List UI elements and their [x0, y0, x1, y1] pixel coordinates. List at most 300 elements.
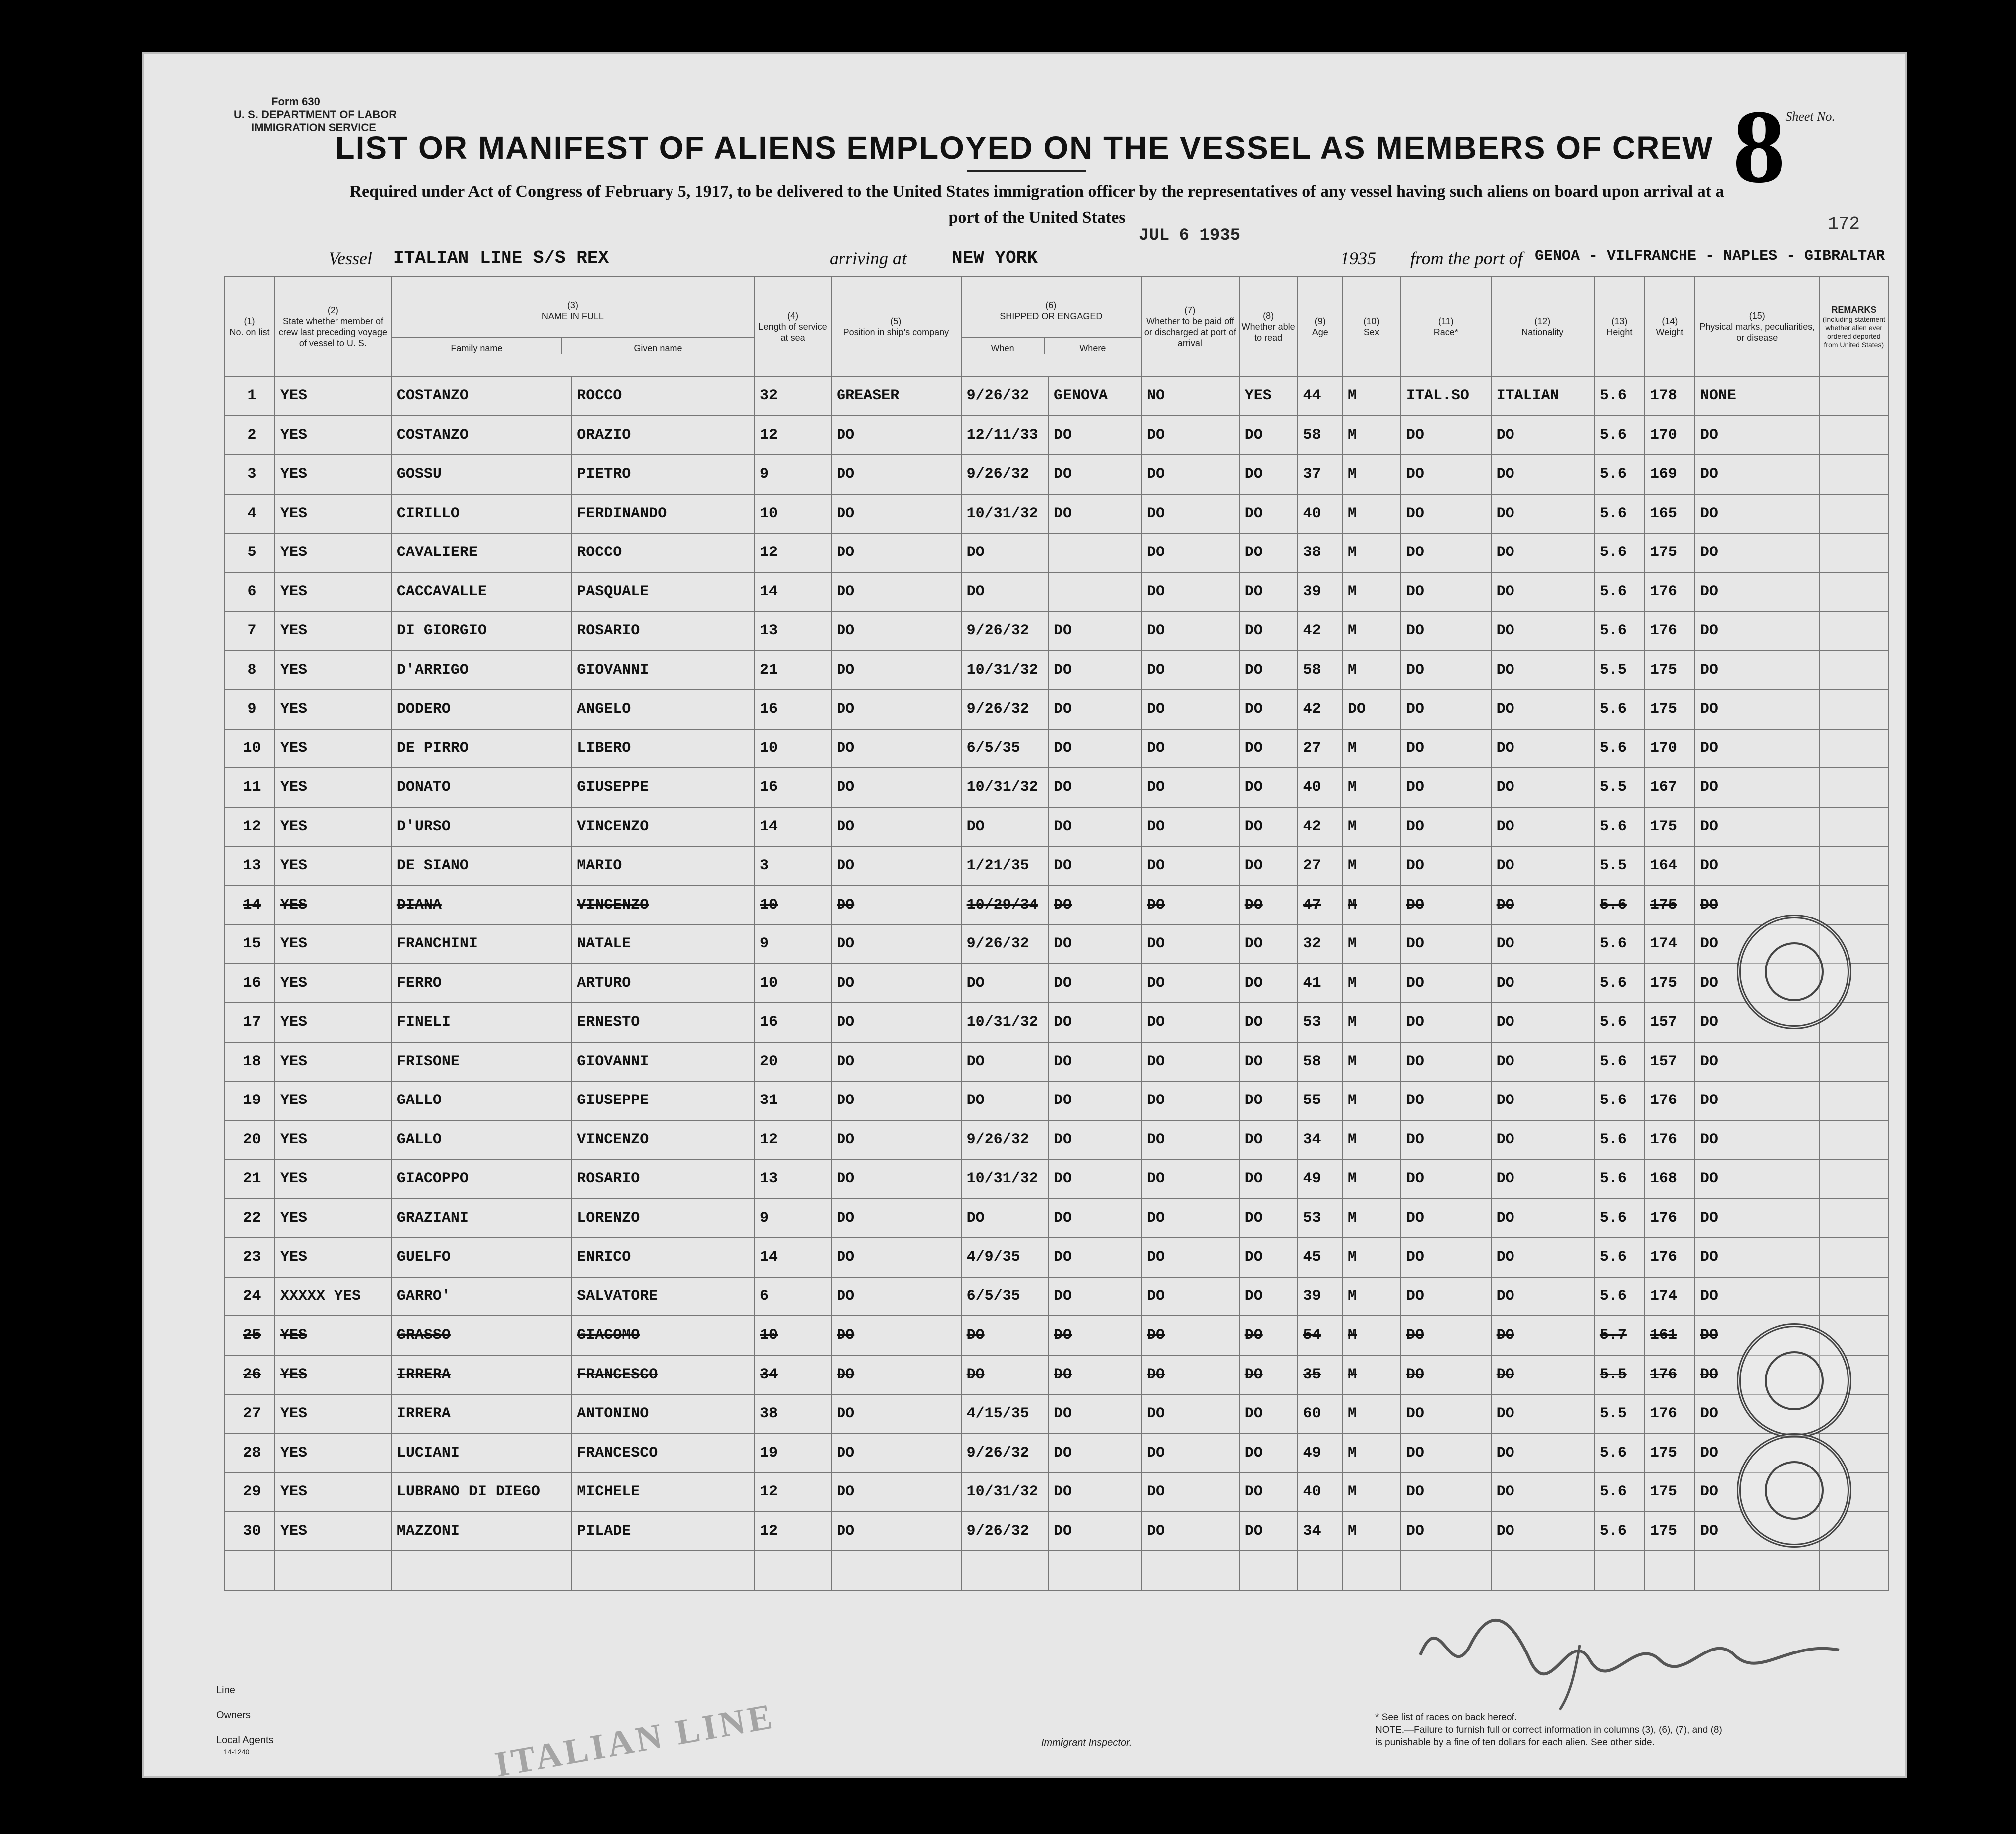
cell-service: 10: [754, 1316, 831, 1355]
cell-sex: M: [1343, 1355, 1401, 1395]
cell-sex: M: [1343, 924, 1401, 964]
italian-line-stamp: ITALIAN LINE: [492, 1696, 778, 1785]
cell-family: GALLO: [391, 1081, 571, 1120]
cell-nationality: DO: [1491, 1081, 1594, 1120]
cell-height: 5.6: [1594, 611, 1645, 651]
cell-family: FRISONE: [391, 1042, 571, 1082]
cell-paid: DO: [1141, 924, 1239, 964]
cell-service: 12: [754, 1472, 831, 1512]
empty-cell: [391, 1551, 571, 1590]
cell-position: DO: [831, 807, 961, 847]
cell-marks: DO: [1695, 964, 1820, 1003]
cell-family: COSTANZO: [391, 376, 571, 416]
cell-sex: M: [1343, 886, 1401, 925]
cell-yes: YES: [275, 1042, 391, 1082]
cell-sex: DO: [1343, 690, 1401, 729]
cell-yes: XXXXX YES: [275, 1277, 391, 1316]
cell-when: 1/21/35: [961, 846, 1048, 886]
cell-weight: 175: [1645, 1434, 1695, 1473]
arrival-port: NEW YORK: [952, 248, 1038, 268]
cell-family: GOSSU: [391, 455, 571, 494]
cell-age: 42: [1298, 611, 1343, 651]
cell-race: DO: [1401, 1238, 1491, 1277]
cell-height: 5.6: [1594, 1434, 1645, 1473]
cell-no: 27: [224, 1394, 275, 1434]
cell-yes: YES: [275, 729, 391, 768]
cell-race: DO: [1401, 690, 1491, 729]
cell-read: DO: [1239, 886, 1298, 925]
cell-position: DO: [831, 611, 961, 651]
cell-family: DE PIRRO: [391, 729, 571, 768]
table-row: [224, 494, 1888, 534]
consulate-seal: [1737, 1323, 1851, 1438]
cell-yes: YES: [275, 376, 391, 416]
empty-cell: [831, 1551, 961, 1590]
cell-when: 9/26/32: [961, 455, 1048, 494]
cell-yes: YES: [275, 924, 391, 964]
cell-age: 58: [1298, 416, 1343, 455]
cell-given: NATALE: [571, 924, 754, 964]
cell-marks: DO: [1695, 690, 1820, 729]
cell-family: CAVALIERE: [391, 533, 571, 572]
cell-when: 4/9/35: [961, 1238, 1048, 1277]
table-row: [224, 1238, 1888, 1277]
cell-yes: YES: [275, 455, 391, 494]
cell-paid: DO: [1141, 1394, 1239, 1434]
crew-manifest-table: [224, 276, 1889, 1591]
cell-read: DO: [1239, 572, 1298, 612]
cell-sex: M: [1343, 1316, 1401, 1355]
cell-service: 12: [754, 1512, 831, 1551]
cell-nationality: DO: [1491, 1238, 1594, 1277]
cell-yes: YES: [275, 1199, 391, 1238]
table-row: [224, 651, 1888, 690]
cell-given: PIETRO: [571, 455, 754, 494]
cell-service: 14: [754, 807, 831, 847]
cell-when: 9/26/32: [961, 1120, 1048, 1160]
cell-where: DO: [1048, 1120, 1141, 1160]
cell-age: 60: [1298, 1394, 1343, 1434]
cell-no: 12: [224, 807, 275, 847]
cell-height: 5.6: [1594, 494, 1645, 534]
empty-cell: [1343, 1551, 1401, 1590]
cell-position: DO: [831, 1355, 961, 1395]
col-nationality-header: (12) Nationality: [1491, 277, 1594, 376]
consulate-seal: [1737, 915, 1851, 1029]
cell-family: GRAZIANI: [391, 1199, 571, 1238]
cell-yes: YES: [275, 1120, 391, 1160]
cell-when: 12/11/33: [961, 416, 1048, 455]
empty-cell: [1239, 1551, 1298, 1590]
cell-family: D'ARRIGO: [391, 651, 571, 690]
cell-family: GARRO': [391, 1277, 571, 1316]
cell-given: LORENZO: [571, 1199, 754, 1238]
col-sex-header: (10) Sex: [1343, 277, 1401, 376]
cell-when: DO: [961, 807, 1048, 847]
cell-given: ERNESTO: [571, 1003, 754, 1042]
cell-nationality: DO: [1491, 1355, 1594, 1395]
cell-weight: 176: [1645, 1238, 1695, 1277]
cell-remarks: [1820, 1081, 1888, 1120]
cell-race: DO: [1401, 846, 1491, 886]
sheet-number: 8: [1733, 89, 1785, 204]
cell-race: DO: [1401, 1394, 1491, 1434]
cell-remarks: [1820, 1042, 1888, 1082]
cell-read: DO: [1239, 1394, 1298, 1434]
cell-nationality: DO: [1491, 964, 1594, 1003]
cell-age: 32: [1298, 924, 1343, 964]
cell-sex: M: [1343, 964, 1401, 1003]
cell-no: 4: [224, 494, 275, 534]
cell-remarks: [1820, 1277, 1888, 1316]
cell-paid: DO: [1141, 1120, 1239, 1160]
cell-given: VINCENZO: [571, 807, 754, 847]
subtitle: [229, 179, 1845, 231]
consulate-seal: [1737, 1433, 1851, 1548]
cell-marks: DO: [1695, 1277, 1820, 1316]
cell-remarks: [1820, 807, 1888, 847]
cell-given: ARTURO: [571, 964, 754, 1003]
cell-read: DO: [1239, 611, 1298, 651]
cell-given: GIUSEPPE: [571, 768, 754, 807]
cell-family: IRRERA: [391, 1355, 571, 1395]
cell-when: 10/31/32: [961, 1159, 1048, 1199]
cell-weight: 175: [1645, 964, 1695, 1003]
cell-where: DO: [1048, 651, 1141, 690]
cell-marks: DO: [1695, 1042, 1820, 1082]
cell-age: 58: [1298, 1042, 1343, 1082]
cell-read: DO: [1239, 807, 1298, 847]
cell-sex: M: [1343, 1434, 1401, 1473]
cell-race: DO: [1401, 729, 1491, 768]
cell-weight: 170: [1645, 416, 1695, 455]
cell-paid: DO: [1141, 1238, 1239, 1277]
cell-position: DO: [831, 1159, 961, 1199]
vessel-name: ITALIAN LINE S/S REX: [393, 248, 609, 268]
cell-paid: DO: [1141, 1277, 1239, 1316]
table-row: [224, 1355, 1888, 1395]
cell-service: 21: [754, 651, 831, 690]
cell-race: DO: [1401, 768, 1491, 807]
cell-age: 35: [1298, 1355, 1343, 1395]
cell-where: DO: [1048, 1003, 1141, 1042]
cell-no: 30: [224, 1512, 275, 1551]
cell-age: 55: [1298, 1081, 1343, 1120]
cell-race: DO: [1401, 1472, 1491, 1512]
cell-read: DO: [1239, 964, 1298, 1003]
cell-yes: YES: [275, 1394, 391, 1434]
cell-race: DO: [1401, 611, 1491, 651]
cell-marks: DO: [1695, 846, 1820, 886]
cell-height: 5.6: [1594, 886, 1645, 925]
cell-age: 39: [1298, 1277, 1343, 1316]
cell-position: DO: [831, 729, 961, 768]
cell-family: COSTANZO: [391, 416, 571, 455]
cell-when: 9/26/32: [961, 1434, 1048, 1473]
col-marks-header: (15) Physical marks, peculiarities, or disease: [1695, 277, 1820, 376]
cell-read: YES: [1239, 376, 1298, 416]
cell-when: DO: [961, 1199, 1048, 1238]
crew-rows: [224, 376, 1888, 1590]
cell-weight: 167: [1645, 768, 1695, 807]
cell-yes: YES: [275, 533, 391, 572]
cell-age: 54: [1298, 1316, 1343, 1355]
inspector-label: Immigrant Inspector.: [1041, 1737, 1132, 1748]
cell-sex: M: [1343, 611, 1401, 651]
cell-height: 5.6: [1594, 690, 1645, 729]
cell-paid: DO: [1141, 1199, 1239, 1238]
cell-marks: DO: [1695, 886, 1820, 925]
cell-when: 9/26/32: [961, 376, 1048, 416]
cell-family: DIANA: [391, 886, 571, 925]
cell-position: DO: [831, 494, 961, 534]
cell-race: ITAL.SO: [1401, 376, 1491, 416]
cell-race: DO: [1401, 1081, 1491, 1120]
cell-read: DO: [1239, 1120, 1298, 1160]
cell-where: DO: [1048, 964, 1141, 1003]
cell-nationality: DO: [1491, 1394, 1594, 1434]
cell-read: DO: [1239, 1081, 1298, 1120]
cell-position: DO: [831, 886, 961, 925]
cell-where: GENOVA: [1048, 376, 1141, 416]
cell-paid: DO: [1141, 768, 1239, 807]
table-row: [224, 1042, 1888, 1082]
cell-paid: DO: [1141, 533, 1239, 572]
cell-paid: DO: [1141, 690, 1239, 729]
cell-no: 17: [224, 1003, 275, 1042]
cell-family: DONATO: [391, 768, 571, 807]
cell-marks: DO: [1695, 1120, 1820, 1160]
cell-family: CACCAVALLE: [391, 572, 571, 612]
cell-race: DO: [1401, 886, 1491, 925]
cell-height: 5.6: [1594, 924, 1645, 964]
cell-given: MARIO: [571, 846, 754, 886]
table-row: [224, 1159, 1888, 1199]
cell-age: 53: [1298, 1199, 1343, 1238]
cell-given: LIBERO: [571, 729, 754, 768]
cell-weight: 169: [1645, 455, 1695, 494]
cell-where: DO: [1048, 1199, 1141, 1238]
cell-paid: DO: [1141, 1081, 1239, 1120]
table-row: [224, 768, 1888, 807]
cell-marks: DO: [1695, 611, 1820, 651]
table-row: [224, 1394, 1888, 1434]
cell-yes: YES: [275, 494, 391, 534]
cell-family: IRRERA: [391, 1394, 571, 1434]
cell-remarks: [1820, 1120, 1888, 1160]
cell-race: DO: [1401, 1355, 1491, 1395]
cell-race: DO: [1401, 572, 1491, 612]
page-number: 172: [1828, 214, 1860, 234]
cell-position: DO: [831, 1316, 961, 1355]
cell-race: DO: [1401, 1316, 1491, 1355]
cell-no: 28: [224, 1434, 275, 1473]
col-paid-off-header: (7) Whether to be paid off or discharged at port of arrival: [1141, 277, 1239, 376]
cell-given: PILADE: [571, 1512, 754, 1551]
cell-service: 13: [754, 611, 831, 651]
table-row: [224, 1003, 1888, 1042]
cell-no: 18: [224, 1042, 275, 1082]
cell-given: VINCENZO: [571, 886, 754, 925]
cell-read: DO: [1239, 924, 1298, 964]
cell-given: ROCCO: [571, 533, 754, 572]
cell-marks: DO: [1695, 807, 1820, 847]
col-weight-header: (14) Weight: [1645, 277, 1695, 376]
cell-no: 11: [224, 768, 275, 807]
cell-no: 26: [224, 1355, 275, 1395]
cell-race: DO: [1401, 807, 1491, 847]
note-fine-1: NOTE.—Failure to furnish full or correct information in columns (3), (6), (7), and (8): [1375, 1725, 1722, 1735]
cell-where: DO: [1048, 1355, 1141, 1395]
cell-sex: M: [1343, 729, 1401, 768]
cell-position: DO: [831, 1003, 961, 1042]
cell-where: DO: [1048, 416, 1141, 455]
cell-family: DI GIORGIO: [391, 611, 571, 651]
cell-position: DO: [831, 1042, 961, 1082]
cell-read: DO: [1239, 690, 1298, 729]
cell-paid: DO: [1141, 1472, 1239, 1512]
cell-nationality: ITALIAN: [1491, 376, 1594, 416]
cell-remarks: [1820, 729, 1888, 768]
empty-cell: [1048, 1551, 1141, 1590]
line-label: Line: [216, 1685, 235, 1696]
cell-read: DO: [1239, 846, 1298, 886]
note-fine-2: is punishable by a fine of ten dollars for each alien. See other side.: [1375, 1737, 1655, 1748]
cell-family: LUBRANO DI DIEGO: [391, 1472, 571, 1512]
title-rule: [967, 170, 1086, 172]
cell-marks: DO: [1695, 1238, 1820, 1277]
cell-height: 5.5: [1594, 1394, 1645, 1434]
arriving-label: arriving at: [830, 248, 907, 268]
table-row: [224, 729, 1888, 768]
cell-nationality: DO: [1491, 533, 1594, 572]
cell-age: 42: [1298, 807, 1343, 847]
cell-weight: 170: [1645, 729, 1695, 768]
table-row: [224, 1199, 1888, 1238]
cell-remarks: [1820, 1199, 1888, 1238]
cell-remarks: [1820, 690, 1888, 729]
cell-service: 10: [754, 494, 831, 534]
cell-nationality: DO: [1491, 846, 1594, 886]
empty-cell: [1141, 1551, 1239, 1590]
cell-height: 5.6: [1594, 1081, 1645, 1120]
cell-nationality: DO: [1491, 1120, 1594, 1160]
cell-family: GRASSO: [391, 1316, 571, 1355]
cell-no: 19: [224, 1081, 275, 1120]
empty-cell: [1695, 1551, 1820, 1590]
subtitle-line-1: Required under Act of Congress of February 5, 1917, to be delivered to the United States immigration officer by the representatives of any vessel having such aliens on board upon arrival at a: [349, 183, 1724, 201]
cell-marks: DO: [1695, 1199, 1820, 1238]
col-read-header: (8) Whether able to read: [1239, 277, 1298, 376]
cell-given: GIOVANNI: [571, 651, 754, 690]
cell-where: DO: [1048, 1159, 1141, 1199]
cell-given: FERDINANDO: [571, 494, 754, 534]
cell-weight: 176: [1645, 611, 1695, 651]
empty-cell: [224, 1551, 275, 1590]
manifest-sheet: [142, 52, 1907, 1785]
cell-family: GALLO: [391, 1120, 571, 1160]
cell-position: DO: [831, 1434, 961, 1473]
cell-when: DO: [961, 1042, 1048, 1082]
cell-read: DO: [1239, 494, 1298, 534]
cell-where: DO: [1048, 455, 1141, 494]
cell-height: 5.6: [1594, 729, 1645, 768]
cell-paid: DO: [1141, 1316, 1239, 1355]
cell-no: 20: [224, 1120, 275, 1160]
cell-yes: YES: [275, 690, 391, 729]
cell-position: DO: [831, 572, 961, 612]
cell-family: FINELI: [391, 1003, 571, 1042]
cell-sex: M: [1343, 1394, 1401, 1434]
cell-height: 5.6: [1594, 1120, 1645, 1160]
table-row: [224, 572, 1888, 612]
cell-family: MAZZONI: [391, 1512, 571, 1551]
cell-paid: NO: [1141, 376, 1239, 416]
cell-where: DO: [1048, 1316, 1141, 1355]
cell-marks: DO: [1695, 572, 1820, 612]
cell-paid: DO: [1141, 416, 1239, 455]
cell-nationality: DO: [1491, 572, 1594, 612]
cell-marks: DO: [1695, 494, 1820, 534]
cell-service: 10: [754, 729, 831, 768]
cell-read: DO: [1239, 729, 1298, 768]
cell-when: DO: [961, 964, 1048, 1003]
cell-age: 37: [1298, 455, 1343, 494]
form-code: 14-1240: [224, 1748, 250, 1756]
cell-paid: DO: [1141, 886, 1239, 925]
cell-sex: M: [1343, 846, 1401, 886]
empty-cell: [1401, 1551, 1491, 1590]
cell-position: DO: [831, 1277, 961, 1316]
table-row: [224, 807, 1888, 847]
empty-cell: [1298, 1551, 1343, 1590]
table-row: [224, 1472, 1888, 1512]
cell-no: 22: [224, 1199, 275, 1238]
cell-service: 34: [754, 1355, 831, 1395]
cell-age: 44: [1298, 376, 1343, 416]
cell-when: DO: [961, 1081, 1048, 1120]
cell-read: DO: [1239, 416, 1298, 455]
cell-weight: 174: [1645, 924, 1695, 964]
cell-remarks: [1820, 455, 1888, 494]
cell-height: 5.5: [1594, 1355, 1645, 1395]
year: 1935: [1341, 248, 1376, 268]
cell-marks: DO: [1695, 729, 1820, 768]
cell-service: 12: [754, 533, 831, 572]
cell-no: 14: [224, 886, 275, 925]
cell-position: DO: [831, 964, 961, 1003]
cell-service: 10: [754, 964, 831, 1003]
cell-remarks: [1820, 846, 1888, 886]
cell-weight: 176: [1645, 1120, 1695, 1160]
cell-nationality: DO: [1491, 886, 1594, 925]
cell-race: DO: [1401, 533, 1491, 572]
cell-position: DO: [831, 846, 961, 886]
cell-given: ANTONINO: [571, 1394, 754, 1434]
cell-race: DO: [1401, 1512, 1491, 1551]
cell-marks: DO: [1695, 1159, 1820, 1199]
cell-position: GREASER: [831, 376, 961, 416]
cell-paid: DO: [1141, 494, 1239, 534]
cell-service: 9: [754, 1199, 831, 1238]
cell-no: 21: [224, 1159, 275, 1199]
cell-yes: YES: [275, 1512, 391, 1551]
cell-sex: M: [1343, 455, 1401, 494]
cell-where: DO: [1048, 768, 1141, 807]
cell-no: 16: [224, 964, 275, 1003]
cell-family: LUCIANI: [391, 1434, 571, 1473]
cell-height: 5.6: [1594, 455, 1645, 494]
